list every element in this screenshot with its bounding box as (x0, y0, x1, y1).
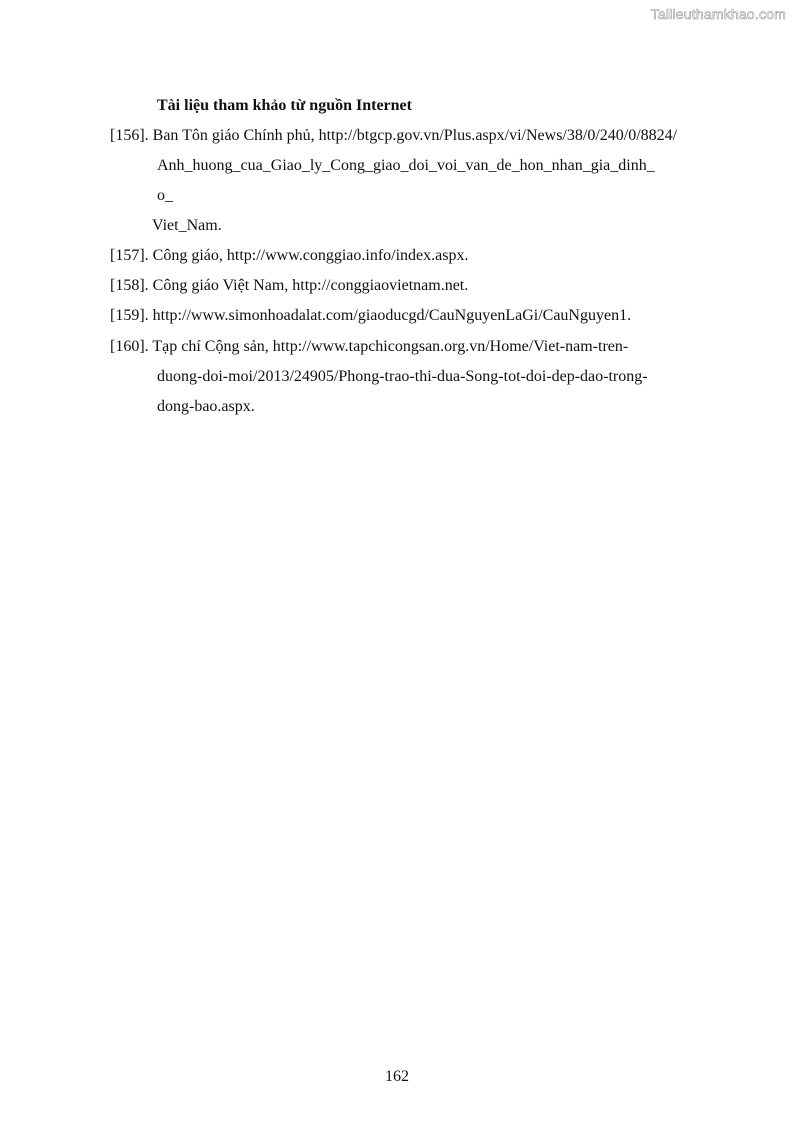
reference-158 (110, 276, 468, 296)
reference-156-line-2: Anh_huong_cua_Giao_ly_Cong_giao_doi_voi_van_de_hon_nhan_gia_dinh_ (157, 157, 655, 174)
reference-157 (110, 246, 468, 266)
reference-text: Tạp chí Cộng sản, http://www.tapchicongsan.org.vn/Home/Viet-nam-tren- (152, 338, 629, 355)
watermark: Tailieuthamkhao.com (650, 6, 786, 22)
reference-text: Công giáo Việt Nam, http://conggiaovietnam.net. (152, 277, 469, 294)
reference-160 (110, 337, 628, 357)
reference-156-line-3: o_ (157, 187, 173, 204)
section-heading: Tài liệu tham khảo từ nguồn Internet (157, 97, 412, 114)
reference-number: [158]. (110, 277, 149, 294)
reference-159 (110, 306, 631, 326)
reference-number: [157]. (110, 247, 149, 264)
reference-156 (110, 126, 677, 146)
reference-number: [156]. (110, 127, 149, 144)
page-number: 162 (385, 1068, 409, 1085)
reference-160-line-3: dong-bao.aspx. (157, 398, 255, 415)
reference-number: [159]. (110, 307, 149, 324)
reference-text: Ban Tôn giáo Chính phủ, http://btgcp.gov.vn/Plus.aspx/vi/News/38/0/240/0/8824/ (152, 127, 678, 144)
reference-160-line-2: duong-doi-moi/2013/24905/Phong-trao-thi-dua-Song-tot-doi-dep-dao-trong- (157, 368, 648, 385)
reference-156-line-4: Viet_Nam. (152, 217, 222, 234)
reference-text: Công giáo, http://www.conggiao.info/index.aspx. (152, 247, 469, 264)
reference-text: http://www.simonhoadalat.com/giaoducgd/CauNguyenLaGi/CauNguyen1. (152, 307, 632, 324)
reference-number: [160]. (110, 338, 149, 355)
